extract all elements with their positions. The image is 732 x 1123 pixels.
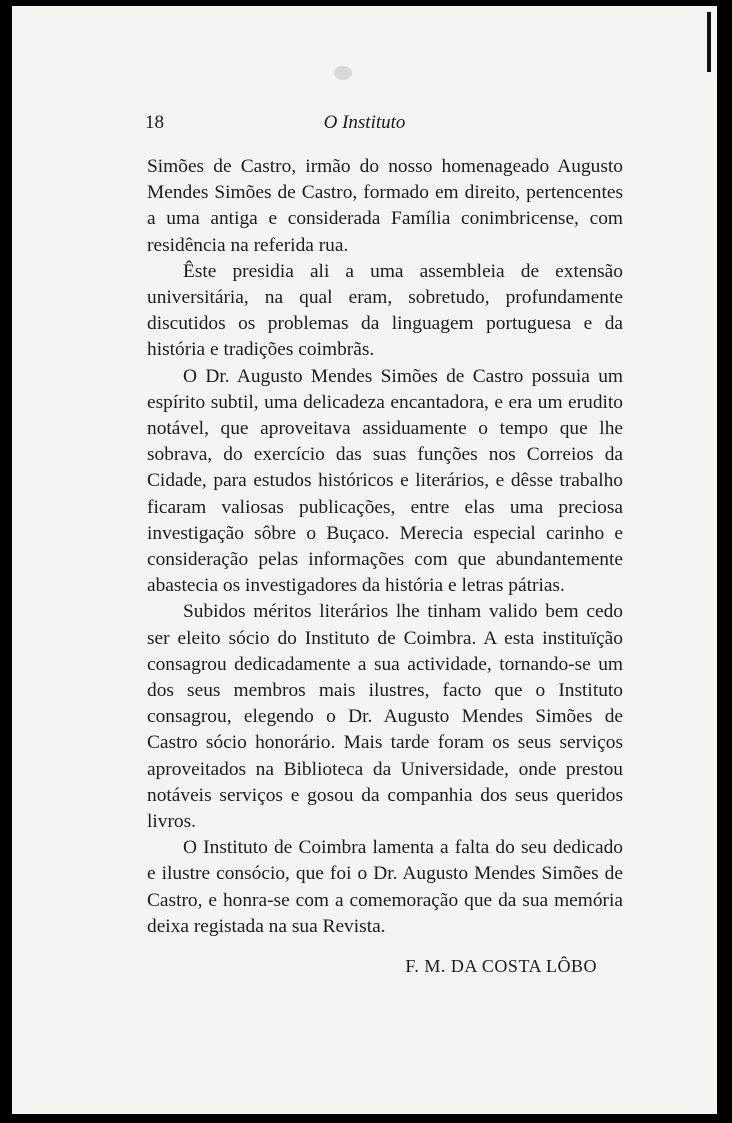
paragraph: Subidos méritos literários lhe tinham valido bem cedo ser eleito sócio do Instituto de Coimbra. A esta instituïção consagrou dedicadamente a sua actividade, tornando-se um dos seus membros mais ilustres, facto que o Instituto consagrou, elegendo o Dr. Augusto Mendes Simões de Castro sócio honorário. Mais tarde foram os seus serviços aproveitados na Biblioteca da Universidade, onde prestou notáveis serviços e gosou da companhia dos seus queridos livros. (147, 601, 623, 833)
document-page (12, 6, 723, 1114)
edge-mark (707, 12, 711, 72)
paragraph: O Instituto de Coimbra lamenta a falta do seu dedicado e ilustre consócio, que foi o Dr. Augusto Mendes Simões de Castro, e honra-se com a comemoração que da sua memória deixa registada na sua Revista. (147, 837, 623, 937)
running-title: O Instituto (323, 112, 406, 133)
paragraph: O Dr. Augusto Mendes Simões de Castro possuia um espírito subtil, uma delicadeza encantadora, e era um erudito notável, que aproveitava assiduamente o tempo que lhe sobrava, do exercício das suas funções nos Correios da Cidade, para estudos históricos e literários, e dêsse trabalho ficaram valiosas publicações, entre elas uma preciosa investigação sôbre o Buçaco. Merecia especial carinho e consideração pelas informações com que abundantemente abastecia os investigadores da história e letras pátrias. (147, 365, 623, 597)
article-body (147, 154, 623, 940)
paragraph: Êste presidia ali a uma assembleia de extensão universitária, na qual eram, sobretudo, profundamente discutidos os problemas da linguagem portuguesa e da história e tradições coimbrãs. (147, 260, 623, 361)
page-number: 18 (145, 112, 164, 133)
ink-spot (334, 66, 352, 80)
page-header (12, 112, 717, 138)
paragraph: Simões de Castro, irmão do nosso homenageado Augusto Mendes Simões de Castro, formado em direito, pertencentes a uma antiga e considerada Família conimbricense, com residência na referida rua. (147, 156, 623, 256)
author-signature: F. M. DA COSTA LÔBO (405, 956, 597, 976)
